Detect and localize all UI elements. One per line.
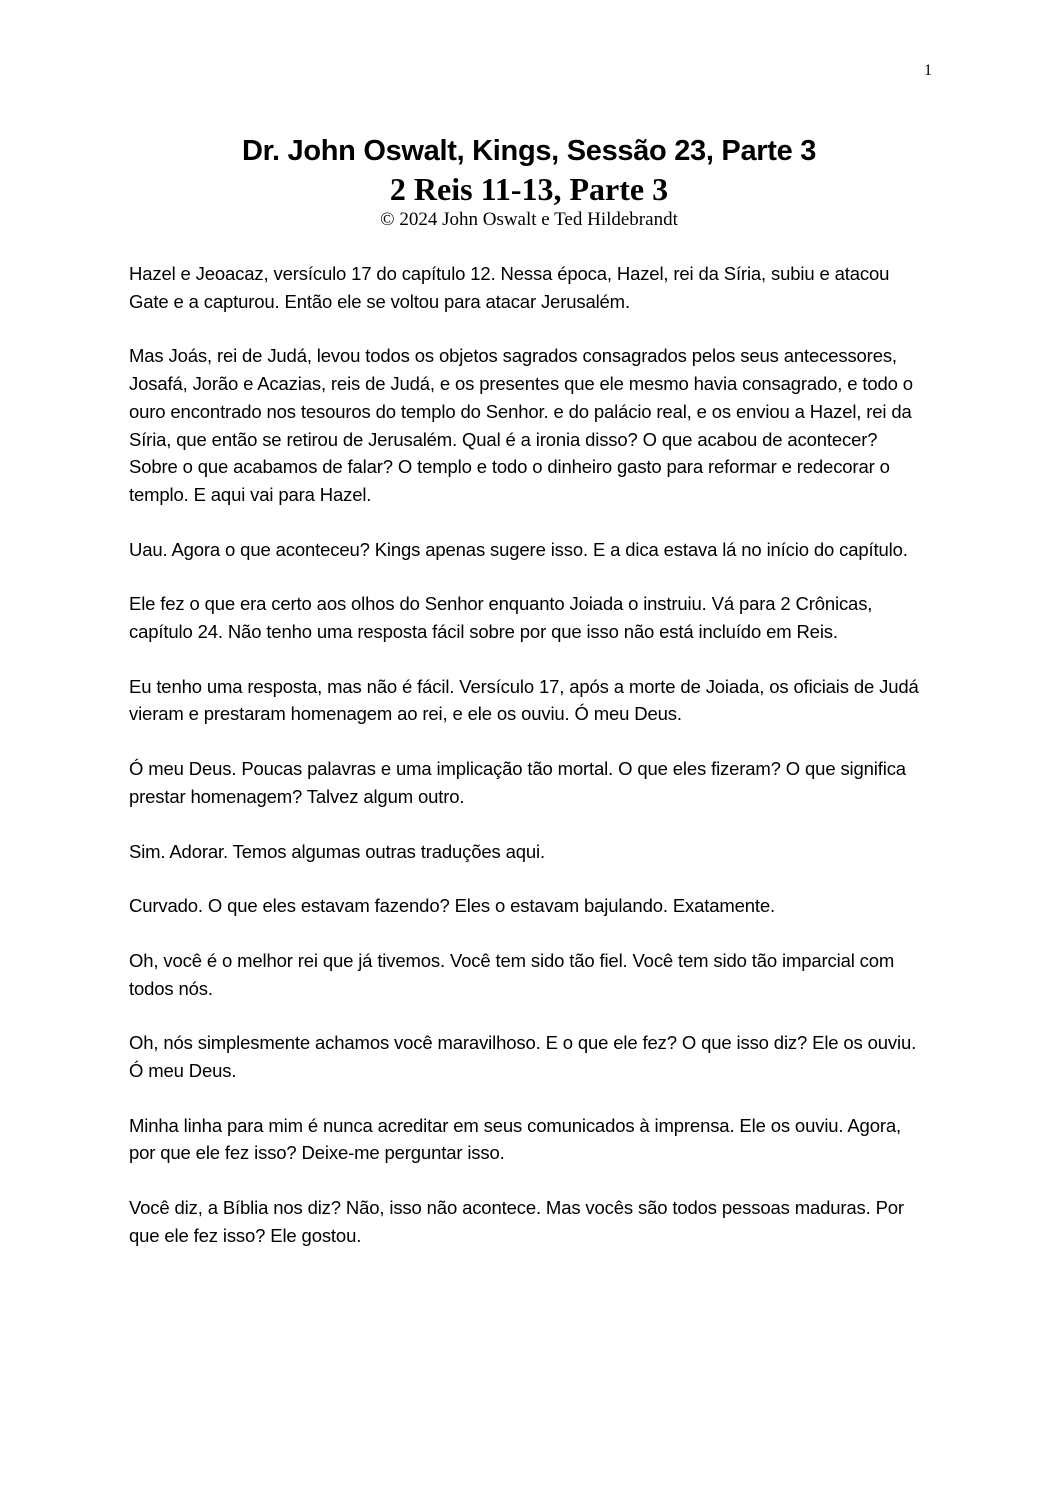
title-block [0,132,1058,232]
paragraph: Mas Joás, rei de Judá, levou todos os objetos sagrados consagrados pelos seus antecessores, Josafá, Jorão e Acazias, reis de Judá, e os presentes que ele mesmo havia consagrado, e todo o ouro encontrado nos tesouros do templo do Senhor. e do palácio real, e os enviou a Hazel, rei da Síria, que então se retirou de Jerusalém. Qual é a ironia disso? O que acabou de acontecer? Sobre o que acabamos de falar? O templo e todo o dinheiro gasto para reformar e redecorar o templo. E aqui vai para Hazel. [129,345,913,505]
paragraph: Sim. Adorar. Temos algumas outras traduções aqui. [129,840,545,862]
page-number: 1 [924,62,932,79]
paragraph: Oh, nós simplesmente achamos você maravilhoso. E o que ele fez? O que isso diz? Ele os ouviu. Ó meu Deus. [129,1032,917,1082]
paragraph: Minha linha para mim é nunca acreditar em seus comunicados à imprensa. Ele os ouviu. Agora, por que ele fez isso? Deixe-me perguntar isso. [129,1114,901,1164]
paragraph: Hazel e Jeoacaz, versículo 17 do capítulo 12. Nessa época, Hazel, rei da Síria, subiu e atacou Gate e a capturou. Então ele se voltou para atacar Jerusalém. [129,263,890,312]
paragraph: Uau. Agora o que aconteceu? Kings apenas sugere isso. E a dica estava lá no início do capítulo. [129,538,908,560]
document-body [129,260,929,1277]
document-subtitle: 2 Reis 11-13, Parte 3 [389,171,669,207]
paragraph: Oh, você é o melhor rei que já tivemos. Você tem sido tão fiel. Você tem sido tão imparcial com todos nós. [129,949,895,999]
copyright-line: © 2024 John Oswalt e Ted Hildebrandt [380,209,678,230]
paragraph: Ó meu Deus. Poucas palavras e uma implicação tão mortal. O que eles fizeram? O que significa prestar homenagem? Talvez algum outro. [129,758,906,807]
paragraph: Curvado. O que eles estavam fazendo? Eles o estavam bajulando. Exatamente. [129,895,776,917]
paragraph: Ele fez o que era certo aos olhos do Senhor enquanto Joiada o instruiu. Vá para 2 Crônicas, capítulo 24. Não tenho uma resposta fácil sobre por que isso não está incluído em Reis. [129,593,873,643]
paragraph: Você diz, a Bíblia nos diz? Não, isso não acontece. Mas vocês são todos pessoas maduras. Por que ele fez isso? Ele gostou. [129,1197,904,1246]
paragraph: Eu tenho uma resposta, mas não é fácil. Versículo 17, após a morte de Joiada, os oficiais de Judá vieram e prestaram homenagem ao rei, e ele os ouviu. Ó meu Deus. [129,675,919,725]
document-title: Dr. John Oswalt, Kings, Sessão 23, Parte 3 [241,135,817,167]
